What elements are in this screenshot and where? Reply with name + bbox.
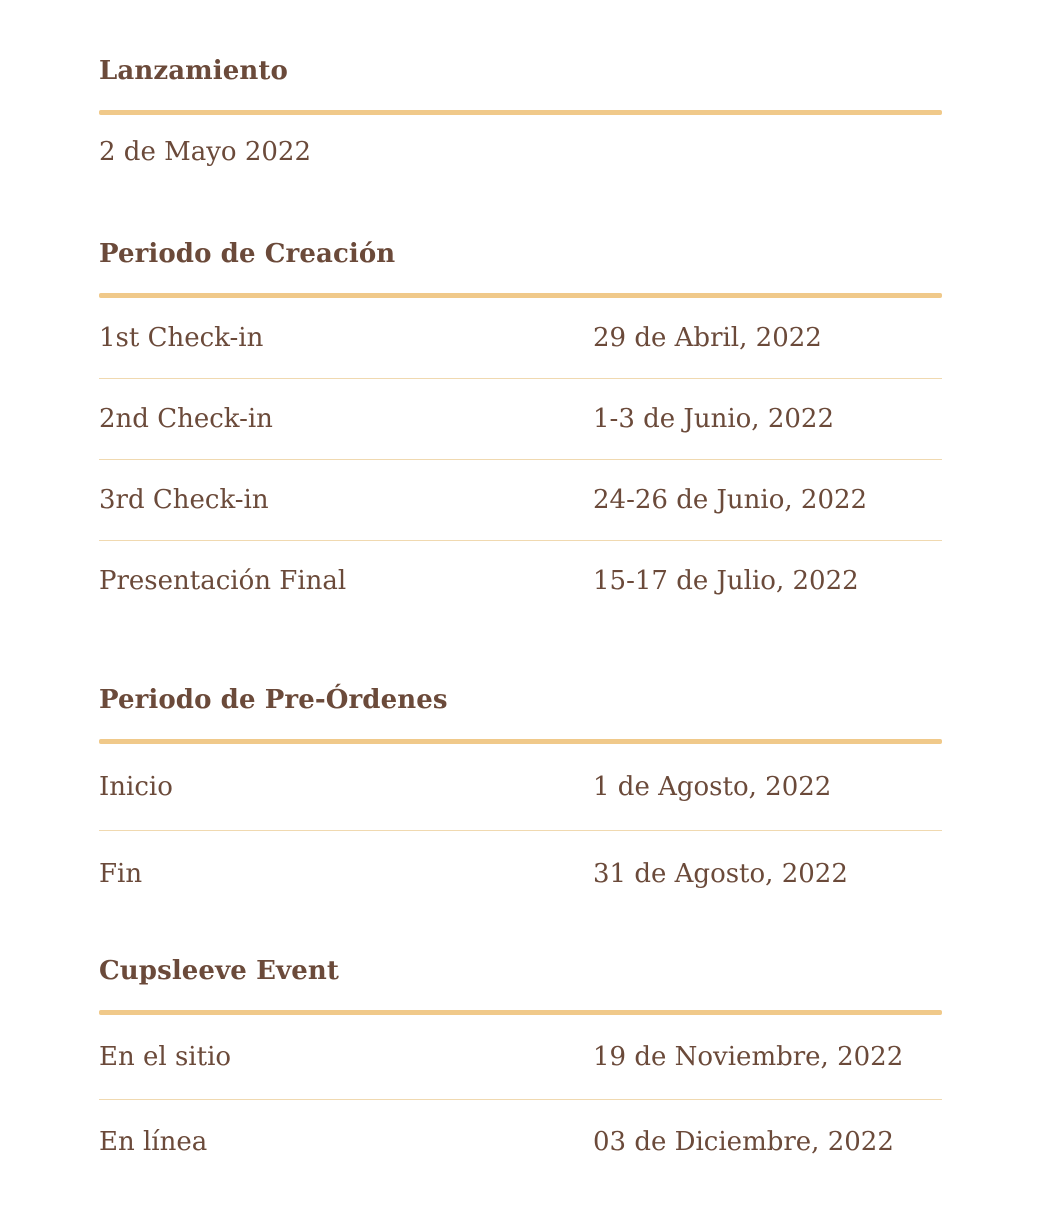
section-title-cupsleeve: Cupsleeve Event — [99, 956, 339, 986]
schedule-row — [99, 831, 942, 917]
schedule-label: Inicio — [99, 772, 173, 802]
launch-date: 2 de Mayo 2022 — [99, 137, 311, 167]
section-title-lanzamiento: Lanzamiento — [99, 56, 288, 86]
section-title-preordenes: Periodo de Pre-Órdenes — [99, 685, 448, 715]
section-cupsleeve-event — [99, 958, 942, 1184]
schedule-date: 31 de Agosto, 2022 — [593, 859, 848, 889]
schedule-label: Fin — [99, 859, 143, 889]
schedule-label: 2nd Check-in — [99, 404, 273, 434]
schedule-row — [99, 1100, 942, 1184]
section-title-creacion: Periodo de Creación — [99, 239, 396, 269]
schedule-row — [99, 541, 942, 621]
preordenes-schedule-list — [99, 744, 942, 917]
section-lanzamiento — [99, 58, 942, 165]
schedule-row — [99, 460, 942, 541]
schedule-label: En el sitio — [99, 1042, 232, 1072]
schedule-date: 1-3 de Junio, 2022 — [593, 404, 835, 434]
schedule-row — [99, 1015, 942, 1100]
schedule-row — [99, 379, 942, 460]
schedule-label: 1st Check-in — [99, 323, 264, 353]
schedule-row — [99, 298, 942, 379]
schedule-date: 24-26 de Junio, 2022 — [593, 485, 868, 515]
section-periodo-preordenes — [99, 687, 942, 917]
schedule-label: En línea — [99, 1127, 208, 1157]
schedule-date: 15-17 de Julio, 2022 — [593, 566, 859, 596]
schedule-label: 3rd Check-in — [99, 485, 269, 515]
schedule-date: 19 de Noviembre, 2022 — [593, 1042, 904, 1072]
creacion-schedule-list — [99, 298, 942, 621]
schedule-date: 29 de Abril, 2022 — [593, 323, 822, 353]
schedule-row — [99, 744, 942, 831]
section-periodo-creacion — [99, 241, 942, 621]
schedule-date: 1 de Agosto, 2022 — [593, 772, 832, 802]
schedule-date: 03 de Diciembre, 2022 — [593, 1127, 894, 1157]
section-rule — [99, 110, 942, 115]
schedule-label: Presentación Final — [99, 566, 347, 596]
cupsleeve-schedule-list — [99, 1015, 942, 1184]
